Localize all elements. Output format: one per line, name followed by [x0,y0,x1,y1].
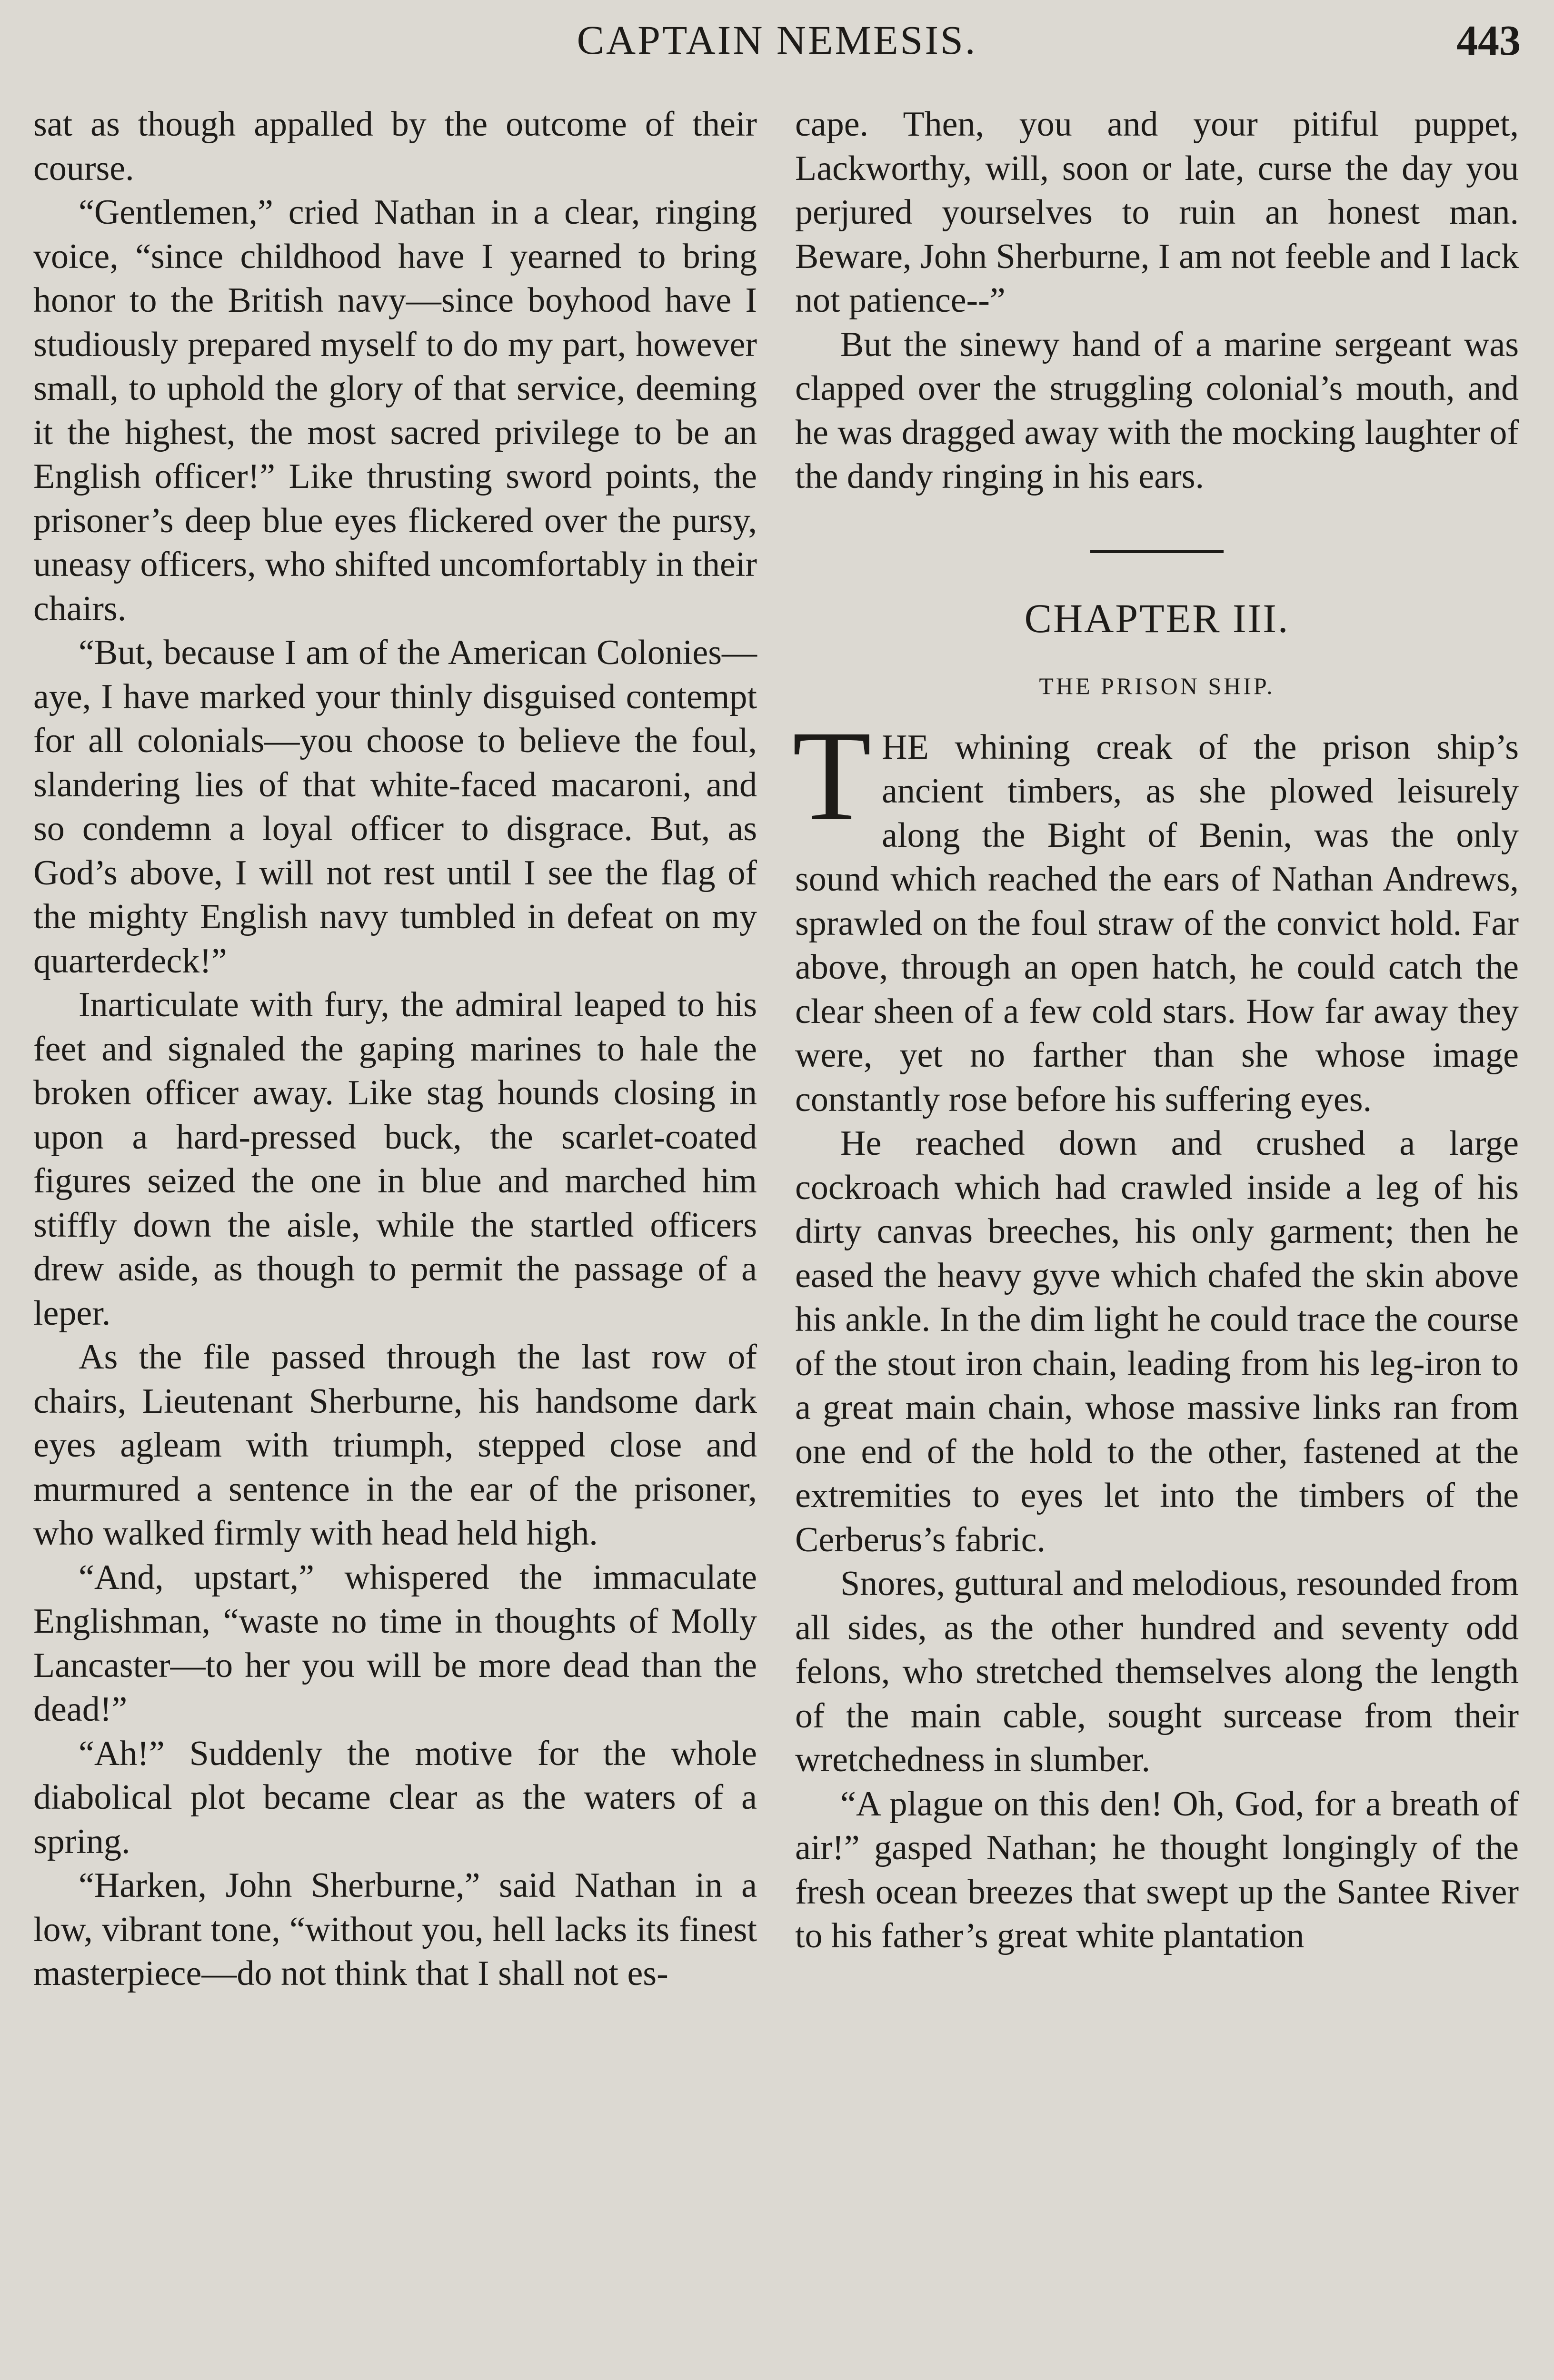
right-paragraph-3: He reached down and crushed a large cockroach which had crawled inside a leg of his dirty canvas breeches, his only garment; then he eased the heavy gyve which chafed the skin above his ankle. In the dim light he could trace the course of the stout iron chain, leading from his leg-iron to a great main chain, whose massive links ran from one end of the hold to the other, fastened at the extremities to eyes let into the timbers of the Cerberus’s fabric. [795,1124,1519,1559]
running-title: CAPTAIN NEMESIS. [577,17,977,63]
right-paragraph-1: cape. Then, you and your pitiful puppet, Lackworthy, will, soon or late, curse the day you perjured yourselves to ruin an honest man. Beware, John Sherburne, I am not feeble and I lack not patience--” [795,105,1519,320]
left-column [33,102,757,1996]
chapter-subtitle: THE PRISON SHIP. [1039,672,1275,699]
right-paragraph-2: But the sinewy hand of a marine sergeant was clapped over the struggling colonial’s mouth, and he was dragged away with the mocking laughter of the dandy ringing in his ears. [795,325,1519,496]
left-paragraph-8: “Harken, John Sherburne,” said Nathan in a low, vibrant tone, “without you, hell lacks its finest masterpiece—do not think that I shall not es- [33,1866,757,1993]
left-paragraph-2: “Gentlemen,” cried Nathan in a clear, ringing voice, “since childhood have I yearned to bring honor to the British navy—since boyhood have I studiously prepared myself to do my part, however small, to uphold the glory of that service, deeming it the highest, the most sacred privilege to be an English officer!” Like thrusting sword points, the prisoner’s deep blue eyes flickered over the pursy, uneasy officers, who shifted uncomfortably in their chairs. [33,193,757,628]
left-paragraph-6: “And, upstart,” whispered the immaculate Englishman, “waste no time in thoughts of Molly Lancaster—to her you will be more dead than the dead!” [33,1557,757,1729]
drop-cap: T [792,704,872,847]
chapter-opening-paragraph [792,704,1519,1122]
right-paragraph-4: Snores, guttural and melodious, resounded from all sides, as the other hundred and seventy odd felons, who stretched themselves along the length of the main cable, sought surcease from their wretchedness in slumber. [795,1564,1519,1779]
chapter-heading: CHAPTER III. [1024,595,1290,641]
page-number: 443 [1456,17,1521,64]
right-column [792,102,1519,1958]
left-paragraph-1: sat as though appalled by the outcome of their course. [33,105,757,188]
left-paragraph-7: “Ah!” Suddenly the motive for the whole diabolical plot became clear as the waters of a spring. [33,1734,757,1861]
left-paragraph-5: As the file passed through the last row of chairs, Lieutenant Sherburne, his handsome dark eyes agleam with triumph, stepped close and murmured a sentence in the ear of the prisoner, who walked firmly with head held high. [33,1338,757,1553]
left-paragraph-4: Inarticulate with fury, the admiral leaped to his feet and signaled the gaping marines to hale the broken officer away. Like stag hounds closing in upon a hard-pressed buck, the scarlet-coated figures seized the one in blue and marched him stiffly down the aisle, while the startled officers drew aside, as though to permit the passage of a leper. [33,985,757,1333]
right-paragraph-5: “A plague on this den! Oh, God, for a breath of air!” gasped Nathan; he thought longingly of the fresh ocean breezes that swept up the Santee River to his father’s great white plantation [795,1784,1519,1955]
section-divider [1090,550,1224,553]
left-paragraph-3: “But, because I am of the American Colonies—aye, I have marked your thinly disguised contempt for all colonials—you choose to believe the foul, slandering lies of that white-faced macaroni, and so condemn a loyal officer to disgrace. But, as God’s above, I will not rest until I see the flag of the mighty English navy tumbled in defeat on my quarterdeck!” [33,633,757,981]
page-header [0,10,1554,68]
chapter-opening-text: HE whining creak of the prison ship’s ancient timbers, as she plowed leisurely along the Bight of Benin, was the only sound which reached the ears of Nathan Andrews, sprawled on the foul straw of the convict hold. Far above, through an open hatch, he could catch the clear sheen of a few cold stars. How far away they were, yet no farther than she whose image constantly rose before his suffering eyes. [795,727,1519,1119]
